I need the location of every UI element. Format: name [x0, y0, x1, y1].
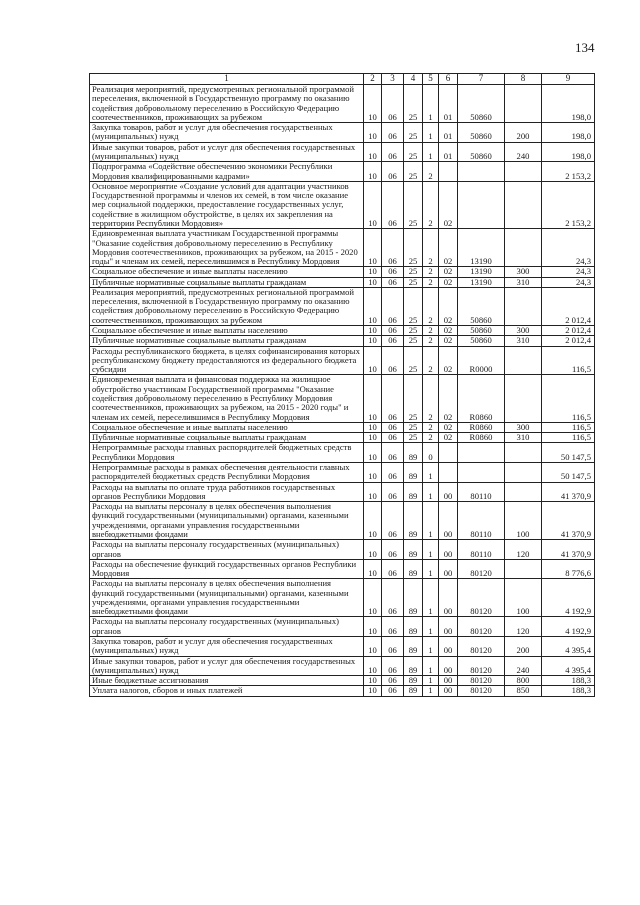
- cell-subsection: 06: [382, 676, 404, 686]
- cell-section: 10: [364, 326, 382, 336]
- cell-activity: 00: [439, 676, 458, 686]
- cell-direction: R0860: [458, 433, 505, 443]
- cell-section: 10: [364, 686, 382, 696]
- row-name: Непрограммные расходы главных распорядителей бюджетных средств Республики Мордовия: [90, 443, 364, 463]
- cell-program: 89: [404, 540, 423, 560]
- cell-subsection: 06: [382, 326, 404, 336]
- cell-program: 89: [404, 686, 423, 696]
- cell-direction: 80120: [458, 617, 505, 637]
- cell-amount: 2 012,4: [542, 336, 595, 346]
- cell-program: 89: [404, 579, 423, 617]
- cell-amount: 4 192,9: [542, 579, 595, 617]
- cell-amount: 198,0: [542, 142, 595, 162]
- table-row: [90, 676, 595, 686]
- cell-direction: 80120: [458, 579, 505, 617]
- cell-activity: 00: [439, 686, 458, 696]
- table-row: [90, 162, 595, 182]
- cell-program: 89: [404, 617, 423, 637]
- row-name: Расходы на обеспечение функций государственных органов Республики Мордовия: [90, 559, 364, 579]
- cell-subsection: 06: [382, 422, 404, 432]
- cell-activity: 01: [439, 85, 458, 123]
- cell-direction: [458, 462, 505, 482]
- cell-amount: 116,5: [542, 346, 595, 375]
- row-name: Иные бюджетные ассигнования: [90, 676, 364, 686]
- cell-subsection: 06: [382, 123, 404, 143]
- cell-section: 10: [364, 85, 382, 123]
- cell-subsection: 06: [382, 433, 404, 443]
- cell-subprogram: 2: [423, 287, 439, 325]
- table-row: [90, 656, 595, 676]
- cell-section: 10: [364, 267, 382, 277]
- table-row: [90, 637, 595, 657]
- row-name: Социальное обеспечение и иные выплаты населению: [90, 422, 364, 432]
- cell-expense-type: [505, 162, 542, 182]
- cell-activity: 02: [439, 375, 458, 422]
- cell-expense-type: 850: [505, 686, 542, 696]
- row-name: Уплата налогов, сборов и иных платежей: [90, 686, 364, 696]
- cell-program: 25: [404, 422, 423, 432]
- cell-subprogram: 1: [423, 676, 439, 686]
- cell-activity: 02: [439, 229, 458, 267]
- cell-program: 25: [404, 123, 423, 143]
- cell-section: 10: [364, 617, 382, 637]
- table-row: [90, 277, 595, 287]
- cell-subsection: 06: [382, 462, 404, 482]
- cell-subprogram: 2: [423, 267, 439, 277]
- cell-section: 10: [364, 346, 382, 375]
- table-row: [90, 422, 595, 432]
- cell-program: 25: [404, 229, 423, 267]
- table-row: [90, 229, 595, 267]
- cell-subsection: 06: [382, 181, 404, 228]
- cell-amount: 116,5: [542, 375, 595, 422]
- cell-activity: 00: [439, 559, 458, 579]
- cell-program: 89: [404, 656, 423, 676]
- cell-direction: 80110: [458, 540, 505, 560]
- cell-program: 89: [404, 443, 423, 463]
- cell-direction: 80120: [458, 676, 505, 686]
- cell-activity: 02: [439, 346, 458, 375]
- cell-section: 10: [364, 162, 382, 182]
- column-header: 2: [364, 74, 382, 85]
- cell-program: 25: [404, 162, 423, 182]
- cell-activity: 00: [439, 579, 458, 617]
- cell-section: 10: [364, 559, 382, 579]
- cell-program: 25: [404, 336, 423, 346]
- cell-amount: 50 147,5: [542, 462, 595, 482]
- column-header: 8: [505, 74, 542, 85]
- row-name: Расходы на выплаты персоналу государственных (муниципальных) органов: [90, 617, 364, 637]
- row-name: Основное мероприятие «Создание условий для адаптации участников Государственной программы и членов их семей, в том числе оказание мер социальной поддержки, предоставление государственных услуг, содействие в жилищном обустройстве, в целях их закрепления на территории Республики Мордовия»: [90, 181, 364, 228]
- cell-expense-type: [505, 85, 542, 123]
- row-name: Единовременная выплата и финансовая поддержка на жилищное обустройство участникам Государственной программы "Оказание содействия добровольному переселению в Республику Мордовия соотечественников, проживающих за рубежом, на 2015 - 2020 годы" и членам их семей, переселившимся в Республику Мордовия: [90, 375, 364, 422]
- cell-subsection: 06: [382, 579, 404, 617]
- cell-amount: 116,5: [542, 422, 595, 432]
- cell-subprogram: 1: [423, 656, 439, 676]
- cell-direction: [458, 443, 505, 463]
- cell-activity: [439, 443, 458, 463]
- cell-amount: 198,0: [542, 85, 595, 123]
- cell-subprogram: 2: [423, 277, 439, 287]
- cell-amount: 188,3: [542, 686, 595, 696]
- cell-subsection: 06: [382, 336, 404, 346]
- table-row: [90, 559, 595, 579]
- table-row: [90, 287, 595, 325]
- cell-direction: 80120: [458, 656, 505, 676]
- cell-amount: 2 012,4: [542, 326, 595, 336]
- cell-direction: R0000: [458, 346, 505, 375]
- table-row: [90, 181, 595, 228]
- cell-subprogram: 1: [423, 462, 439, 482]
- column-header: 5: [423, 74, 439, 85]
- cell-program: 25: [404, 326, 423, 336]
- cell-program: 25: [404, 287, 423, 325]
- cell-subprogram: 1: [423, 482, 439, 502]
- column-header: 3: [382, 74, 404, 85]
- table-row: [90, 686, 595, 696]
- cell-program: 89: [404, 676, 423, 686]
- row-name: Подпрограмма «Содействие обеспечению экономики Республики Мордовия квалифицированными кадрами»: [90, 162, 364, 182]
- cell-amount: 41 370,9: [542, 502, 595, 540]
- cell-direction: 50860: [458, 123, 505, 143]
- cell-activity: 02: [439, 326, 458, 336]
- cell-section: 10: [364, 540, 382, 560]
- cell-activity: 00: [439, 540, 458, 560]
- cell-expense-type: 300: [505, 326, 542, 336]
- cell-program: 25: [404, 181, 423, 228]
- cell-activity: 02: [439, 336, 458, 346]
- cell-expense-type: 310: [505, 277, 542, 287]
- cell-subsection: 06: [382, 277, 404, 287]
- table-row: [90, 375, 595, 422]
- cell-section: 10: [364, 181, 382, 228]
- cell-program: 25: [404, 267, 423, 277]
- cell-subprogram: 2: [423, 346, 439, 375]
- cell-expense-type: 300: [505, 422, 542, 432]
- row-name: Расходы на выплаты персоналу в целях обеспечения выполнения функций государственными (муниципальными) органами, казенными учреждениями, органами управления государственными внебюджетными фондами: [90, 579, 364, 617]
- cell-expense-type: [505, 559, 542, 579]
- cell-expense-type: [505, 287, 542, 325]
- cell-section: 10: [364, 142, 382, 162]
- cell-program: 89: [404, 462, 423, 482]
- row-name: Публичные нормативные социальные выплаты гражданам: [90, 277, 364, 287]
- cell-section: 10: [364, 656, 382, 676]
- cell-direction: 50860: [458, 142, 505, 162]
- cell-section: 10: [364, 462, 382, 482]
- cell-section: 10: [364, 422, 382, 432]
- row-name: Непрограммные расходы в рамках обеспечения деятельности главных распорядителей бюджетных средств Республики Мордовия: [90, 462, 364, 482]
- table-row: [90, 502, 595, 540]
- cell-section: 10: [364, 482, 382, 502]
- cell-direction: 50860: [458, 336, 505, 346]
- cell-activity: 02: [439, 277, 458, 287]
- cell-activity: 02: [439, 267, 458, 277]
- cell-amount: 188,3: [542, 676, 595, 686]
- row-name: Публичные нормативные социальные выплаты гражданам: [90, 433, 364, 443]
- cell-direction: R0860: [458, 375, 505, 422]
- row-name: Расходы на выплаты по оплате труда работников государственных органов Республики Мордовия: [90, 482, 364, 502]
- cell-subprogram: 1: [423, 637, 439, 657]
- cell-activity: 00: [439, 637, 458, 657]
- cell-expense-type: [505, 181, 542, 228]
- table-row: [90, 617, 595, 637]
- cell-direction: 50860: [458, 85, 505, 123]
- column-header: 4: [404, 74, 423, 85]
- cell-section: 10: [364, 502, 382, 540]
- column-header: 9: [542, 74, 595, 85]
- cell-section: 10: [364, 579, 382, 617]
- cell-direction: 50860: [458, 287, 505, 325]
- cell-direction: 80110: [458, 482, 505, 502]
- cell-program: 89: [404, 502, 423, 540]
- table-row: [90, 433, 595, 443]
- cell-amount: 2 153,2: [542, 162, 595, 182]
- cell-program: 25: [404, 277, 423, 287]
- row-name: Реализация мероприятий, предусмотренных региональной программой переселения, включенной в Государственную программу по оказанию содействия добровольному переселению в Российскую Федерацию соотечественников, проживающих за рубежом: [90, 85, 364, 123]
- cell-activity: 00: [439, 502, 458, 540]
- cell-expense-type: 800: [505, 676, 542, 686]
- cell-subprogram: 1: [423, 502, 439, 540]
- cell-section: 10: [364, 336, 382, 346]
- cell-activity: 00: [439, 482, 458, 502]
- cell-expense-type: [505, 462, 542, 482]
- cell-program: 25: [404, 375, 423, 422]
- header-row: [90, 74, 595, 85]
- table-row: [90, 482, 595, 502]
- cell-subprogram: 1: [423, 617, 439, 637]
- cell-subprogram: 1: [423, 540, 439, 560]
- column-header: 1: [90, 74, 364, 85]
- cell-subsection: 06: [382, 482, 404, 502]
- cell-activity: [439, 162, 458, 182]
- cell-section: 10: [364, 676, 382, 686]
- cell-expense-type: 310: [505, 336, 542, 346]
- cell-subprogram: 2: [423, 181, 439, 228]
- cell-program: 89: [404, 637, 423, 657]
- cell-expense-type: [505, 375, 542, 422]
- cell-activity: 00: [439, 656, 458, 676]
- cell-program: 89: [404, 559, 423, 579]
- cell-amount: 41 370,9: [542, 540, 595, 560]
- cell-subsection: 06: [382, 686, 404, 696]
- cell-section: 10: [364, 123, 382, 143]
- cell-amount: 2 012,4: [542, 287, 595, 325]
- cell-subprogram: 1: [423, 579, 439, 617]
- page-number: 134: [575, 40, 595, 55]
- cell-amount: 2 153,2: [542, 181, 595, 228]
- row-name: Реализация мероприятий, предусмотренных региональной программой переселения, включенной в Государственную программу по оказанию содействия добровольному переселению в Российскую Федерацию соотечественников, проживающих за рубежом: [90, 287, 364, 325]
- cell-subsection: 06: [382, 559, 404, 579]
- cell-section: 10: [364, 277, 382, 287]
- cell-program: 89: [404, 482, 423, 502]
- cell-activity: 02: [439, 422, 458, 432]
- cell-expense-type: 120: [505, 617, 542, 637]
- cell-program: 25: [404, 85, 423, 123]
- table-row: [90, 142, 595, 162]
- table-row: [90, 540, 595, 560]
- cell-direction: [458, 181, 505, 228]
- cell-direction: 13190: [458, 229, 505, 267]
- cell-section: 10: [364, 287, 382, 325]
- cell-subprogram: 2: [423, 229, 439, 267]
- cell-expense-type: 120: [505, 540, 542, 560]
- cell-section: 10: [364, 637, 382, 657]
- table-row: [90, 326, 595, 336]
- cell-activity: 02: [439, 433, 458, 443]
- row-name: Иные закупки товаров, работ и услуг для обеспечения государственных (муниципальных) нужд: [90, 656, 364, 676]
- cell-program: 25: [404, 433, 423, 443]
- cell-direction: 80110: [458, 502, 505, 540]
- cell-direction: 80120: [458, 559, 505, 579]
- cell-subsection: 06: [382, 142, 404, 162]
- table-row: [90, 579, 595, 617]
- cell-subprogram: 1: [423, 686, 439, 696]
- table-body: [90, 85, 595, 697]
- table-row: [90, 346, 595, 375]
- cell-program: 25: [404, 142, 423, 162]
- row-name: Социальное обеспечение и иные выплаты населению: [90, 326, 364, 336]
- cell-subprogram: 0: [423, 443, 439, 463]
- cell-activity: [439, 462, 458, 482]
- cell-subsection: 06: [382, 229, 404, 267]
- cell-section: 10: [364, 375, 382, 422]
- cell-subprogram: 2: [423, 336, 439, 346]
- table-row: [90, 462, 595, 482]
- table-row: [90, 443, 595, 463]
- cell-direction: 13190: [458, 277, 505, 287]
- cell-subprogram: 2: [423, 375, 439, 422]
- cell-section: 10: [364, 229, 382, 267]
- row-name: Закупка товаров, работ и услуг для обеспечения государственных (муниципальных) нужд: [90, 637, 364, 657]
- table-row: [90, 123, 595, 143]
- cell-subprogram: 1: [423, 142, 439, 162]
- cell-subsection: 06: [382, 346, 404, 375]
- cell-activity: 00: [439, 617, 458, 637]
- cell-subsection: 06: [382, 85, 404, 123]
- cell-activity: 01: [439, 142, 458, 162]
- cell-direction: 80120: [458, 686, 505, 696]
- cell-amount: 50 147,5: [542, 443, 595, 463]
- cell-expense-type: 200: [505, 637, 542, 657]
- cell-subsection: 06: [382, 267, 404, 277]
- cell-amount: 24,3: [542, 277, 595, 287]
- cell-activity: 01: [439, 123, 458, 143]
- cell-expense-type: 300: [505, 267, 542, 277]
- cell-expense-type: [505, 482, 542, 502]
- row-name: Расходы на выплаты персоналу государственных (муниципальных) органов: [90, 540, 364, 560]
- cell-subprogram: 1: [423, 559, 439, 579]
- row-name: Расходы республиканского бюджета, в целях софинансирования которых республиканскому бюджету предоставляются из федерального бюджета субсидии: [90, 346, 364, 375]
- cell-direction: [458, 162, 505, 182]
- table-row: [90, 336, 595, 346]
- cell-amount: 116,5: [542, 433, 595, 443]
- cell-subsection: 06: [382, 637, 404, 657]
- cell-direction: 80120: [458, 637, 505, 657]
- cell-subsection: 06: [382, 617, 404, 637]
- row-name: Закупка товаров, работ и услуг для обеспечения государственных (муниципальных) нужд: [90, 123, 364, 143]
- cell-expense-type: 200: [505, 123, 542, 143]
- cell-amount: 4 395,4: [542, 637, 595, 657]
- table-row: [90, 267, 595, 277]
- cell-amount: 4 192,9: [542, 617, 595, 637]
- cell-subsection: 06: [382, 287, 404, 325]
- cell-program: 25: [404, 346, 423, 375]
- cell-activity: 02: [439, 181, 458, 228]
- row-name: Расходы на выплаты персоналу в целях обеспечения выполнения функций государственными (муниципальными) органами, казенными учреждениями, органами управления государственными внебюджетными фондами: [90, 502, 364, 540]
- cell-amount: 4 395,4: [542, 656, 595, 676]
- cell-subsection: 06: [382, 502, 404, 540]
- cell-expense-type: 240: [505, 142, 542, 162]
- cell-subsection: 06: [382, 375, 404, 422]
- cell-direction: R0860: [458, 422, 505, 432]
- cell-expense-type: 100: [505, 502, 542, 540]
- cell-amount: 24,3: [542, 267, 595, 277]
- row-name: Иные закупки товаров, работ и услуг для обеспечения государственных (муниципальных) нужд: [90, 142, 364, 162]
- cell-subsection: 06: [382, 443, 404, 463]
- cell-expense-type: [505, 229, 542, 267]
- budget-table: [89, 73, 595, 697]
- cell-expense-type: [505, 346, 542, 375]
- row-name: Публичные нормативные социальные выплаты гражданам: [90, 336, 364, 346]
- cell-direction: 13190: [458, 267, 505, 277]
- row-name: Социальное обеспечение и иные выплаты населению: [90, 267, 364, 277]
- cell-subsection: 06: [382, 162, 404, 182]
- row-name: Единовременная выплата участникам Государственной программы "Оказание содействия добровольному переселению в Республику Мордовия соотечественников, проживающих за рубежом, на 2015 - 2020 годы" и членам их семей, переселившимся в Республику Мордовия: [90, 229, 364, 267]
- cell-section: 10: [364, 433, 382, 443]
- cell-section: 10: [364, 443, 382, 463]
- cell-subprogram: 1: [423, 123, 439, 143]
- cell-amount: 198,0: [542, 123, 595, 143]
- cell-subprogram: 2: [423, 433, 439, 443]
- cell-subsection: 06: [382, 540, 404, 560]
- cell-direction: 50860: [458, 326, 505, 336]
- cell-subsection: 06: [382, 656, 404, 676]
- cell-subprogram: 1: [423, 85, 439, 123]
- cell-expense-type: 310: [505, 433, 542, 443]
- cell-amount: 41 370,9: [542, 482, 595, 502]
- cell-expense-type: 100: [505, 579, 542, 617]
- cell-subprogram: 2: [423, 162, 439, 182]
- cell-activity: 02: [439, 287, 458, 325]
- column-header: 7: [458, 74, 505, 85]
- cell-amount: 8 776,6: [542, 559, 595, 579]
- cell-expense-type: [505, 443, 542, 463]
- column-header: 6: [439, 74, 458, 85]
- cell-amount: 24,3: [542, 229, 595, 267]
- cell-subprogram: 2: [423, 326, 439, 336]
- cell-subprogram: 2: [423, 422, 439, 432]
- table-row: [90, 85, 595, 123]
- cell-expense-type: 240: [505, 656, 542, 676]
